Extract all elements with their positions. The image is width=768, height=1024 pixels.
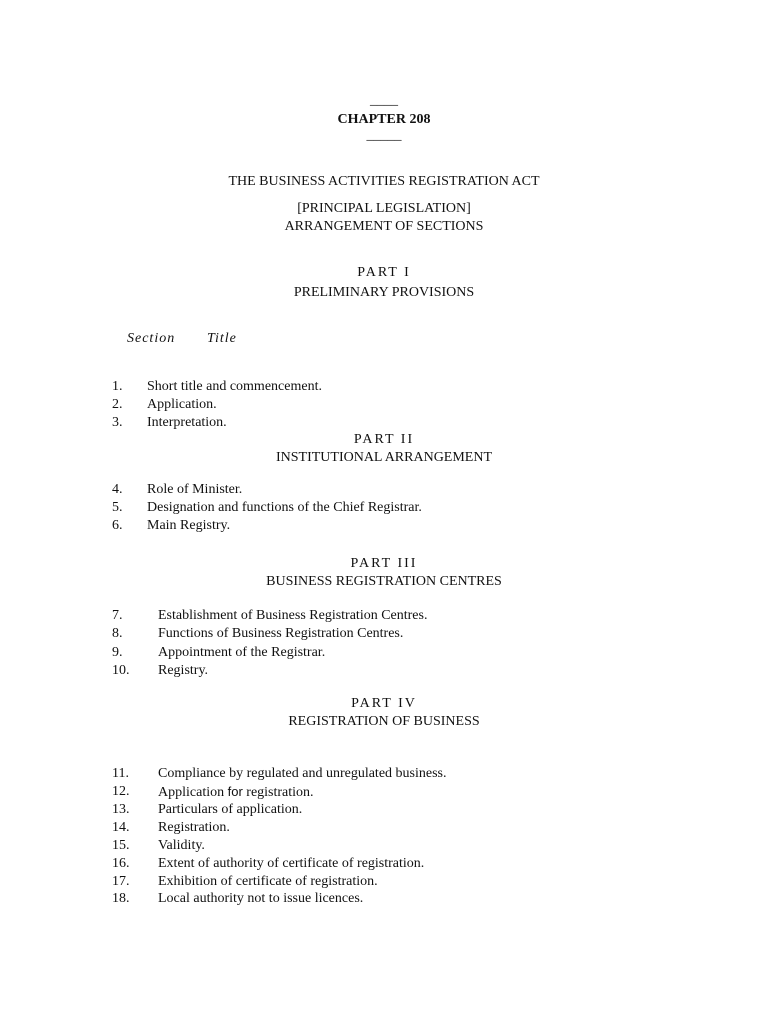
part-heading: PRELIMINARY PROVISIONS <box>293 285 475 300</box>
section-number: 18. <box>112 891 130 906</box>
section-title: Particulars of application. <box>158 802 303 817</box>
section-title: Validity. <box>158 838 205 853</box>
chapter-rule-top: ____ <box>370 93 398 108</box>
section-title: Short title and commencement. <box>147 379 322 394</box>
section-number: 13. <box>112 802 130 817</box>
section-title: Application. <box>147 397 217 412</box>
section-number: 14. <box>112 820 130 835</box>
section-number: 3. <box>112 415 123 430</box>
section-title: Appointment of the Registrar. <box>158 645 326 660</box>
section-number: 1. <box>112 379 123 394</box>
part-heading: REGISTRATION OF BUSINESS <box>288 714 480 729</box>
chapter-rule-bottom: _____ <box>366 128 402 143</box>
section-number: 17. <box>112 874 130 889</box>
section-title-part: Application <box>158 785 228 800</box>
section-title: Role of Minister. <box>147 482 243 497</box>
part-label: PART III <box>350 556 418 571</box>
act-title: THE BUSINESS ACTIVITIES REGISTRATION ACT <box>228 174 540 189</box>
section-number: 4. <box>112 482 123 497</box>
part-label: PART II <box>353 432 415 447</box>
section-number: 8. <box>112 626 123 641</box>
section-number: 12. <box>112 784 130 799</box>
section-number: 10. <box>112 663 130 678</box>
chapter-title: CHAPTER 208 <box>337 112 431 127</box>
section-title: Registration. <box>158 820 230 835</box>
section-title: Functions of Business Registration Centres. <box>158 626 404 641</box>
part-heading: BUSINESS REGISTRATION CENTRES <box>266 574 502 589</box>
section-title: Exhibition of certificate of registration. <box>158 874 378 889</box>
section-number: 6. <box>112 518 123 533</box>
column-header-title: Title <box>207 331 237 346</box>
section-number: 9. <box>112 645 123 660</box>
section-title <box>158 784 314 801</box>
section-title: Interpretation. <box>147 415 227 430</box>
part-label: PART I <box>357 265 411 280</box>
column-header-section: Section <box>127 331 176 346</box>
section-title: Registry. <box>158 663 209 678</box>
section-title-part: for <box>227 784 243 799</box>
section-number: 5. <box>112 500 123 515</box>
section-title: Designation and functions of the Chief Registrar. <box>147 500 422 515</box>
arrangement-heading: ARRANGEMENT OF SECTIONS <box>284 219 484 234</box>
part-label: PART IV <box>351 696 417 711</box>
section-title: Main Registry. <box>147 518 231 533</box>
section-number: 15. <box>112 838 130 853</box>
section-title: Compliance by regulated and unregulated business. <box>158 766 447 781</box>
legislation-type: [PRINCIPAL LEGISLATION] <box>297 201 471 216</box>
section-number: 7. <box>112 608 123 623</box>
section-title: Establishment of Business Registration Centres. <box>158 608 428 623</box>
section-number: 16. <box>112 856 130 871</box>
part-heading: INSTITUTIONAL ARRANGEMENT <box>275 450 493 465</box>
section-title: Local authority not to issue licences. <box>158 891 364 906</box>
section-number: 11. <box>112 766 129 781</box>
section-title: Extent of authority of certificate of registration. <box>158 856 425 871</box>
section-title-part: registration. <box>242 785 314 800</box>
section-number: 2. <box>112 397 123 412</box>
